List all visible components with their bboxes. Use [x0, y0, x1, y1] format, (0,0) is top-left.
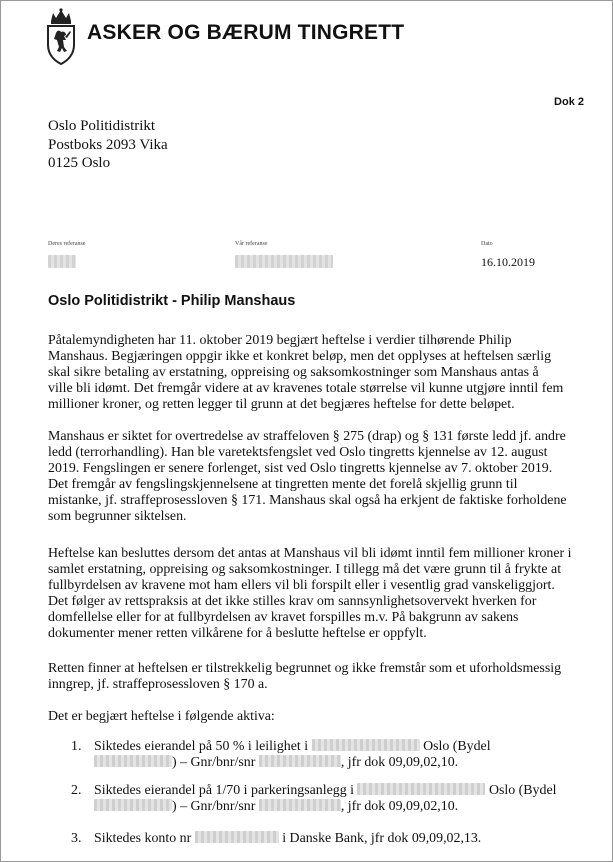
redacted-district [94, 799, 172, 811]
paragraph-line: som begrunner siktelsen. [48, 509, 187, 524]
date-label: Dato [481, 241, 493, 247]
list-item-text: ) – Gnr/bnr/snr [172, 755, 256, 770]
paragraph-line: inngrep, jf. straffeprosessloven § 170 a. [48, 677, 268, 692]
list-item-line [94, 783, 556, 799]
paragraph-2 [48, 429, 588, 525]
paragraph-line: Retten finner at heftelsen er tilstrekkelig begrunnet og ikke fremstår som et uforholdsmessig [48, 661, 562, 676]
your-reference-label: Deres referanse [48, 241, 86, 247]
paragraph-line: Manshaus. Begjæringen oppgir ikke et konkret beløp, men det opplyses at heftelsen særlig [48, 349, 552, 364]
recipient-name: Oslo Politidistrikt [48, 118, 156, 134]
paragraph-line: 2019. Fengslingen er senere forlenget, sist ved Oslo tingretts kjennelse av 7. oktober 2019. [48, 461, 553, 476]
redacted-address [312, 739, 420, 751]
paragraph-line: skal sikre betaling av erstatning, oppreising og saksomkostninger som Manshaus antas å [48, 365, 539, 380]
list-item-text: Oslo (Bydel [488, 783, 557, 798]
redacted-account-number [195, 831, 279, 843]
recipient-street: Postboks 2093 Vika [48, 136, 168, 153]
list-item-number: 2. [71, 783, 82, 798]
paragraph-line: Påtalemyndigheten har 11. oktober 2019 begjært heftelse i verdier tilhørende Philip [48, 333, 512, 348]
your-reference-redaction [48, 255, 76, 268]
paragraph-4 [48, 661, 588, 693]
paragraph-line: dokumenter mener retten vilkårene for å beslutte heftelse er oppfylt. [48, 626, 427, 641]
redacted-address [357, 783, 485, 795]
paragraph-line: samlet erstatning, oppreising og saksomkostninger. I tillegg må det være grunn til å frykte at [48, 562, 562, 577]
list-item-text: Siktedes eierandel på 1/70 i parkeringsanlegg i [94, 783, 354, 798]
list-item-text: Siktedes eierandel på 50 % i leilighet i [94, 739, 309, 754]
recipient-postcode: 0125 Oslo [48, 155, 111, 171]
document-number: Dok 2 [554, 96, 584, 108]
paragraph-line: fullbyrdelsen av kravene mot ham ellers vil bli forspilt eller i vesentlig grad vanskeliggjort. [48, 578, 555, 593]
paragraph-line: ville bli idømt. Det fremgår videre at av kravenes totale størrelse vil kunne utgjøre inntil fem [48, 381, 564, 396]
list-item-text: Oslo (Bydel [423, 739, 491, 754]
paragraph-line: mistanke, jf. straffeprosessloven § 171. Manshaus skal også ha erkjent de faktiske forholdene [48, 493, 567, 508]
our-reference-redaction [235, 255, 333, 268]
list-item-text: , jfr dok 09,09,02,10. [340, 755, 459, 770]
paragraph-line: millioner kroner, og retten legger til grunn at det begjæres heftelse for dette beløpet. [48, 397, 515, 412]
paragraph-line: ledd (terrorhandling). Han ble varetektsfengslet ved Oslo tingretts kjennelse av 12. august [48, 445, 548, 460]
list-item-text: , jfr dok 09,09,02,10. [340, 799, 459, 814]
list-item-text: ) – Gnr/bnr/snr [172, 799, 256, 814]
list-item [71, 739, 601, 771]
paragraph-line: domfellelse eller for at fullbyrdelsen av kravet forspilles m.v. På bakgrunn av sakens [48, 610, 519, 625]
list-item-text: Siktedes konto nr [94, 831, 192, 846]
list-item [71, 783, 601, 815]
list-item-line [94, 755, 458, 771]
paragraph-line: Det fremgår av fengslingskjennelsene at tingretten mente det forelå skjellig grunn til [48, 477, 518, 492]
case-heading: Oslo Politidistrikt - Philip Manshaus [48, 293, 296, 309]
list-item [71, 831, 601, 847]
paragraph-5 [48, 709, 588, 725]
paragraph-3 [48, 546, 588, 642]
paragraph-line: Manshaus er siktet for overtredelse av straffeloven § 275 (drap) og § 131 første ledd jf. andre [48, 429, 566, 444]
paragraph-line: Det er begjært heftelse i følgende aktiva: [48, 709, 275, 724]
recipient-address [48, 117, 168, 173]
paragraph-line: Heftelse kan besluttes dersom det antas at Manshaus vil bli idømt inntil fem millioner kroner i [48, 546, 572, 561]
our-reference-label: Vår referanse [235, 241, 268, 247]
list-item-line [94, 739, 491, 755]
redacted-property-id [259, 755, 341, 767]
paragraph-1 [48, 333, 588, 413]
coat-of-arms-icon [45, 7, 77, 65]
list-item-line [94, 799, 458, 815]
court-name: ASKER OG BÆRUM TINGRETT [87, 21, 405, 44]
list-item-number: 1. [71, 739, 82, 754]
date-value: 16.10.2019 [481, 255, 535, 269]
paragraph-line: Det følger av rettspraksis at det ikke stilles krav om sannsynlighetsovervekt hverken for [48, 594, 537, 609]
list-item-text: i Danske Bank, jfr dok 09,09,02,13. [282, 831, 482, 846]
list-item-line [94, 831, 481, 847]
list-item-number: 3. [71, 831, 82, 846]
redacted-property-id [259, 799, 341, 811]
redacted-district [94, 755, 172, 767]
